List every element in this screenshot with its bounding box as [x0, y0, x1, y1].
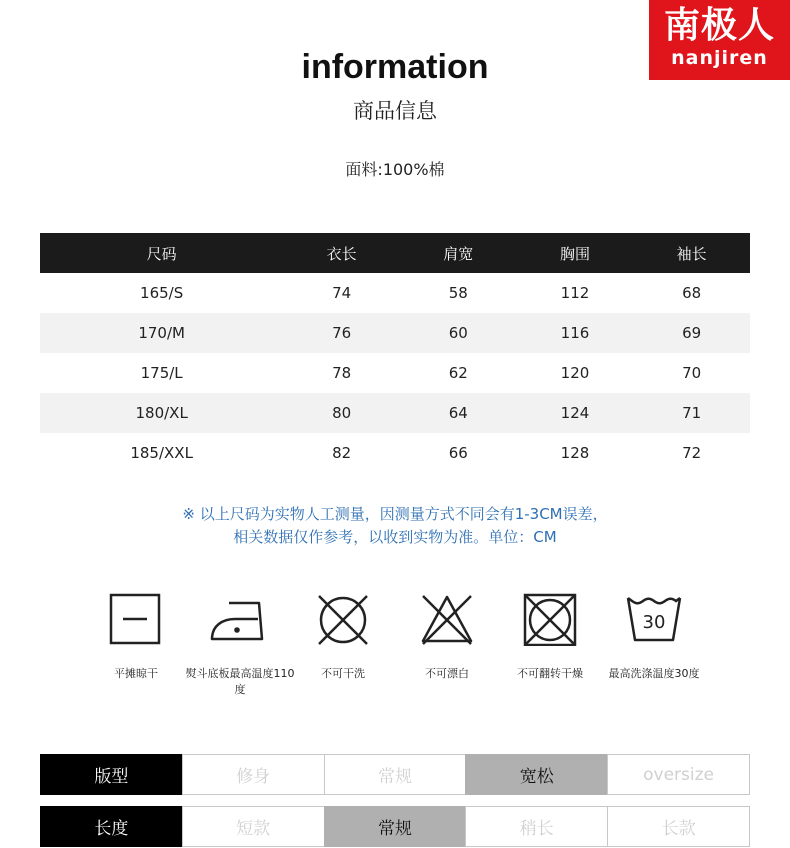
table-cell: 185/XXL: [130, 444, 193, 462]
table-cell: 72: [682, 444, 702, 462]
table-cell: 180/XL: [40, 393, 283, 433]
table-cell: 170/M: [40, 313, 283, 353]
fit-option-regular: 常规: [324, 754, 467, 795]
table-cell: 82: [332, 444, 352, 462]
brand-name-en: nanjiren: [671, 47, 768, 69]
table-cell: 69: [633, 313, 750, 353]
care-item-wash-30: [599, 590, 709, 682]
wash-30-icon: [624, 590, 684, 646]
do-not-dry-clean-icon: [315, 590, 371, 646]
column-header-sleeve: 袖长: [633, 233, 750, 273]
table-cell: 78: [332, 364, 352, 382]
fit-option-oversize: oversize: [607, 754, 750, 795]
table-cell: 62: [448, 364, 468, 382]
table-row: [40, 313, 750, 353]
care-label: 平摊晾干: [114, 667, 158, 680]
care-item-no-tumble-dry: [495, 590, 605, 682]
wash-temperature: 30: [642, 612, 666, 633]
note-line-1: ※ 以上尺码为实物人工测量，因测量方式不同会有1-3CM误差，: [182, 505, 608, 523]
care-item-no-bleach: [392, 590, 502, 682]
care-label: 熨斗底板最高温度110度: [185, 667, 295, 696]
size-table-header-row: [40, 233, 750, 273]
fit-selector: [40, 754, 750, 795]
care-item-iron: [185, 590, 295, 698]
table-cell: 112: [560, 284, 590, 302]
care-item-dry-flat: [81, 590, 191, 682]
length-option-slightly-long: 稍长: [465, 806, 608, 847]
length-option-regular: 常规: [324, 806, 467, 847]
fit-label: 版型: [40, 754, 183, 795]
column-header-chest: 胸围: [517, 233, 634, 273]
size-table: [40, 233, 750, 473]
table-cell: 60: [400, 313, 517, 353]
care-label: 不可漂白: [425, 667, 469, 680]
table-cell: 124: [517, 393, 634, 433]
table-cell: 116: [517, 313, 634, 353]
fit-option-loose: 宽松: [465, 754, 608, 795]
table-row: [40, 353, 750, 393]
fit-option-slim: 修身: [182, 754, 325, 795]
measurement-note: [0, 503, 790, 549]
note-line-2: 相关数据仅作参考，以收到实物为准。单位：CM: [233, 528, 557, 546]
length-option-long: 长款: [607, 806, 750, 847]
table-cell: 74: [332, 284, 352, 302]
table-row: [40, 273, 750, 313]
table-cell: 120: [560, 364, 590, 382]
care-label: 不可翻转干燥: [517, 667, 583, 680]
do-not-bleach-icon: [419, 590, 475, 646]
table-cell: 80: [283, 393, 400, 433]
dry-flat-icon: [108, 590, 164, 646]
care-label: 最高洗涤温度30度: [608, 667, 700, 680]
length-option-short: 短款: [182, 806, 325, 847]
iron-low-icon: [208, 590, 272, 646]
care-label: 不可干洗: [321, 667, 365, 680]
fabric-info: 面料:100%棉: [345, 160, 445, 179]
table-cell: 175/L: [140, 364, 183, 382]
table-row: [40, 433, 750, 473]
table-cell: 76: [283, 313, 400, 353]
column-header-shoulder: 肩宽: [400, 233, 517, 273]
table-cell: 66: [448, 444, 468, 462]
length-selector: [40, 806, 750, 847]
table-row: [40, 393, 750, 433]
table-cell: 64: [400, 393, 517, 433]
page-title: information: [301, 48, 489, 86]
length-label: 长度: [40, 806, 183, 847]
page-subtitle: 商品信息: [353, 99, 437, 123]
table-cell: 128: [560, 444, 590, 462]
brand-name-cn: 南极人: [663, 5, 775, 46]
column-header-length: 衣长: [283, 233, 400, 273]
column-header-size: 尺码: [40, 233, 283, 273]
table-cell: 58: [448, 284, 468, 302]
table-cell: 68: [682, 284, 702, 302]
do-not-tumble-dry-icon: [522, 590, 578, 646]
care-item-no-dry-clean: [288, 590, 398, 682]
table-cell: 165/S: [140, 284, 184, 302]
table-cell: 71: [633, 393, 750, 433]
table-cell: 70: [682, 364, 702, 382]
